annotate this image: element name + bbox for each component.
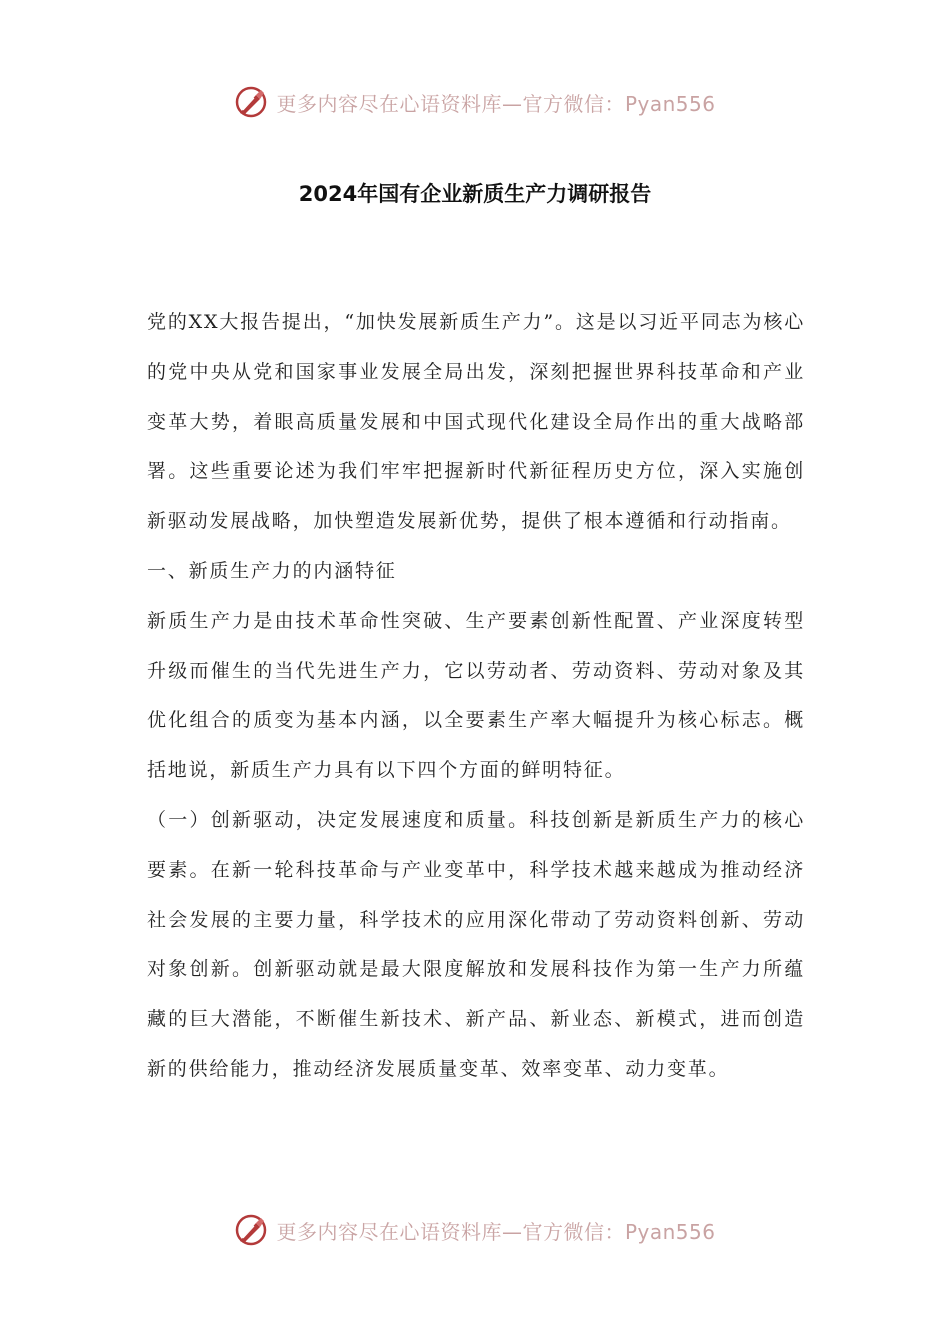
paragraph-definition: 新质生产力是由技术革命性突破、生产要素创新性配置、产业深度转型升级而催生的当代先进生产力，它以劳动者、劳动资料、劳动对象及其优化组合的质变为基本内涵，以全要素生产率大幅提升为核心标志。概括地说，新质生产力具有以下四个方面的鲜明特征。 bbox=[147, 609, 805, 782]
watermark-text: 更多内容尽在心语资料库—官方微信：Pyan556 bbox=[276, 1219, 716, 1244]
pen-nib-logo-icon bbox=[234, 1213, 268, 1247]
pen-nib-logo-icon bbox=[234, 85, 268, 119]
watermark-text: 更多内容尽在心语资料库—官方微信：Pyan556 bbox=[276, 91, 716, 116]
paragraph-intro: 党的XX大报告提出，“加快发展新质生产力”。这是以习近平同志为核心的党中央从党和国家事业发展全局出发，深刻把握世界科技革命和产业变革大势，着眼高质量发展和中国式现代化建设全局作出的重大战略部署。这些重要论述为我们牢牢把握新时代新征程历史方位，深入实施创新驱动发展战略，加快塑造发展新优势，提供了根本遵循和行动指南。 bbox=[147, 311, 805, 533]
footer-watermark-banner bbox=[0, 1210, 950, 1250]
document-body bbox=[147, 298, 805, 1095]
section-heading: 一、新质生产力的内涵特征 bbox=[147, 559, 397, 582]
header-watermark-banner bbox=[0, 82, 950, 122]
paragraph-innovation: （一）创新驱动，决定发展速度和质量。科技创新是新质生产力的核心要素。在新一轮科技革命与产业变革中，科学技术越来越成为推动经济社会发展的主要力量，科学技术的应用深化带动了劳动资料创新、劳动对象创新。创新驱动就是最大限度解放和发展科技作为第一生产力所蕴藏的巨大潜能，不断催生新技术、新产品、新业态、新模式，进而创造新的供给能力，推动经济发展质量变革、效率变革、动力变革。 bbox=[147, 808, 805, 1080]
document-title: 2024年国有企业新质生产力调研报告 bbox=[298, 182, 652, 206]
